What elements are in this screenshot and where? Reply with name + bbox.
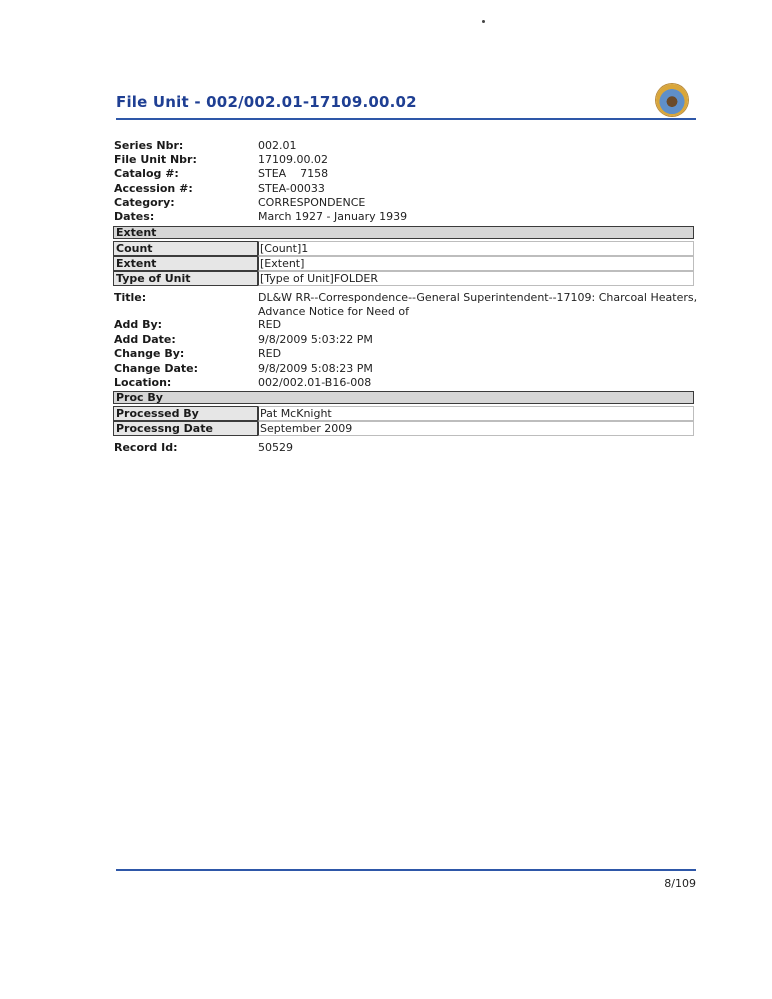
field-label: Location:: [114, 376, 172, 389]
field-label: Add By:: [114, 318, 163, 331]
grid-label: Processed By: [113, 406, 258, 421]
grid-label: Type of Unit: [113, 271, 258, 286]
grid-value: [Count]1: [258, 241, 694, 256]
scan-speck: [482, 20, 485, 23]
field-label: Accession #:: [114, 182, 193, 195]
grid-value: Pat McKnight: [258, 406, 694, 421]
footer-rule: [116, 869, 696, 871]
field-value: STEA 7158: [258, 167, 329, 180]
page-title: File Unit - 002/002.01-17109.00.02: [116, 93, 417, 111]
field-value: 002/002.01-B16-008: [258, 376, 372, 389]
field-label: Change By:: [114, 347, 185, 360]
field-label: Catalog #:: [114, 167, 179, 180]
field-label: Add Date:: [114, 333, 176, 346]
grid-value: [Extent]: [258, 256, 694, 271]
field-value: March 1927 - January 1939: [258, 210, 408, 223]
field-label: Category:: [114, 196, 175, 209]
field-value: STEA-00033: [258, 182, 325, 195]
field-value: 002.01: [258, 139, 297, 152]
grid-value: September 2009: [258, 421, 694, 436]
page-number: 8/109: [664, 877, 696, 890]
field-value: 17109.00.02: [258, 153, 328, 166]
extent-group-header: Extent: [113, 226, 694, 239]
field-value: 9/8/2009 5:03:22 PM: [258, 333, 373, 346]
field-label: Change Date:: [114, 362, 198, 375]
proc-group-header: Proc By: [113, 391, 694, 404]
field-label: Dates:: [114, 210, 155, 223]
field-value: 9/8/2009 5:08:23 PM: [258, 362, 373, 375]
grid-label: Extent: [113, 256, 258, 271]
header-rule: [116, 118, 696, 120]
field-label: File Unit Nbr:: [114, 153, 197, 166]
agency-seal-icon: [656, 84, 688, 116]
field-value: 50529: [258, 441, 293, 454]
field-value: DL&W RR--Correspondence--General Superintendent--17109: Charcoal Heaters, Advance Notice for Need of: [258, 291, 698, 318]
field-value: RED: [258, 347, 282, 360]
grid-label: Count: [113, 241, 258, 256]
field-label: Title:: [114, 291, 147, 304]
field-label: Series Nbr:: [114, 139, 184, 152]
field-value: CORRESPONDENCE: [258, 196, 366, 209]
field-label: Record Id:: [114, 441, 178, 454]
grid-label: Processng Date: [113, 421, 258, 436]
field-value: RED: [258, 318, 282, 331]
grid-value: [Type of Unit]FOLDER: [258, 271, 694, 286]
